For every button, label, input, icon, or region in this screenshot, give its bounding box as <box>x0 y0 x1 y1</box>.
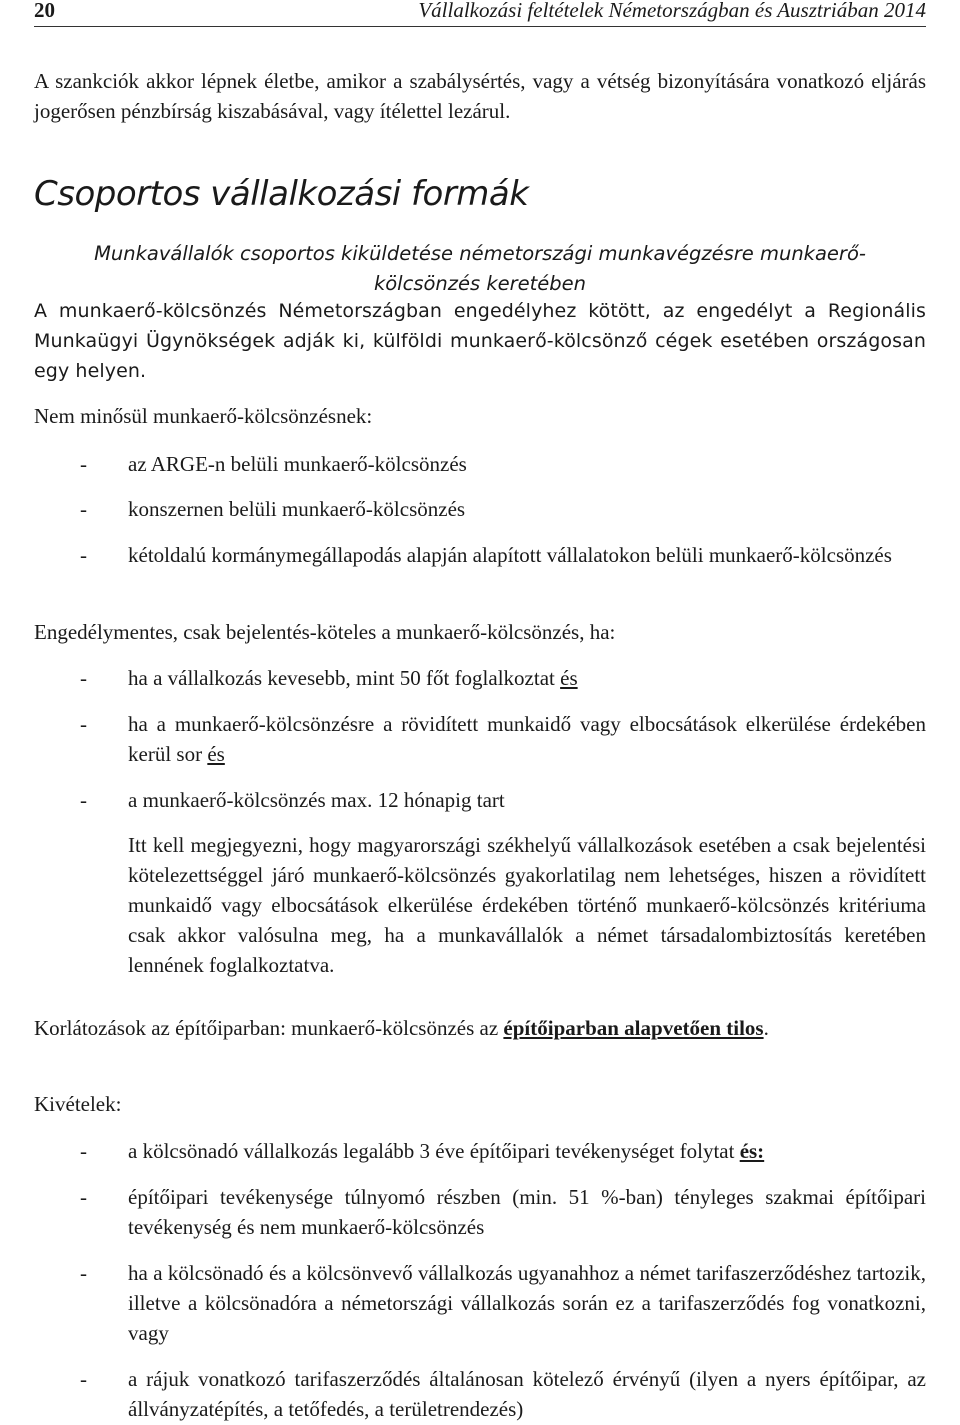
page-number: 20 <box>34 0 55 22</box>
page-header <box>34 0 926 27</box>
restriction-paragraph <box>34 1013 926 1043</box>
list-dash: - <box>80 1261 87 1285</box>
list-item-body: ha a vállalkozás kevesebb, mint 50 főt foglalkoztat <box>128 666 555 690</box>
list-item <box>34 709 926 769</box>
list-item <box>34 1182 926 1242</box>
list-item-text: ha a kölcsönadó és a kölcsönvevő vállalkozás ugyanahhoz a német tarifaszerződéshez tartozik, illetve a kölcsönadóra a németországi vállalkozás során ez a tarifaszerződés fog vonatkozni, vagy <box>128 1261 926 1345</box>
list-item-text <box>128 663 926 693</box>
list-item-body: ha a munkaerő-kölcsönzésre a rövidített munkaidő vagy elbocsátások elkerülése érdekében kerül sor <box>128 712 926 766</box>
list-dash: - <box>80 452 87 476</box>
running-title: Vállalkozási feltételek Németországban és Ausztriában 2014 <box>418 0 926 22</box>
intro-paragraph: A szankciók akkor lépnek életbe, amikor a szabálysértés, vagy a vétség bizonyítására vonatkozó eljárás jogerősen pénzbírság kiszabásával, vagy ítélettel lezárul. <box>34 69 926 123</box>
conjunction-underlined: és: <box>739 1139 765 1163</box>
restriction-end: . <box>763 1016 769 1040</box>
list-item-text <box>128 709 926 769</box>
list-item-text: építőipari tevékenysége túlnyomó részben (min. 51 %-ban) tényleges szakmai építőipari tevékenység és nem munkaerő-kölcsönzés <box>128 1185 926 1239</box>
exempt-lead: Engedélymentes, csak bejelentés-köteles a munkaerő-kölcsönzés, ha: <box>34 620 616 644</box>
restriction-lead: Korlátozások az építőiparban: munkaerő-kölcsönzés az <box>34 1016 499 1040</box>
list-dash: - <box>80 1185 87 1209</box>
exceptions-lead: Kivételek: <box>34 1092 122 1116</box>
list-dash: - <box>80 788 87 812</box>
list-item-text: a munkaerő-kölcsönzés max. 12 hónapig tart <box>128 788 505 812</box>
subsection-title: Munkavállalók csoportos kiküldetése németországi munkavégzésre munkaerő-kölcsönzés keretében <box>94 242 866 295</box>
note-paragraph: Itt kell megjegyezni, hogy magyarországi székhelyű vállalkozások esetében a csak bejelentési kötelezettséggel járó munkaerő-kölcsönzés gyakorlatilag nem lehetséges, hiszen a rövidített munkaidő vagy elbocsátások elkerülése érdekében történő munkaerő-kölcsönzés kritériuma csak akkor valósulna meg, ha a munkavállalók a német társadalombiztosítás keretében lennének foglalkoztatva. <box>128 833 926 977</box>
permit-paragraph: A munkaerő-kölcsönzés Németországban engedélyhez kötött, az engedélyt a Regionális Munkaügyi Ügynökségek adják ki, külföldi munkaerő-kölcsönző cégek esetében országosan egy helyen. <box>34 300 926 382</box>
list-dash: - <box>80 712 87 736</box>
list-item <box>34 449 926 479</box>
list-item-text: a rájuk vonatkozó tarifaszerződés általánosan kötelező érvényű (ilyen a nyers építőipar, az állványzatépítés, a tetőfedés, a területrendezés) <box>128 1367 926 1421</box>
list-item-body: a kölcsönadó vállalkozás legalább 3 éve építőipari tevékenységet folytat <box>128 1139 735 1163</box>
list-dash: - <box>80 1367 87 1391</box>
list-item <box>34 663 926 693</box>
section-title: Csoportos vállalkozási formák <box>34 174 529 214</box>
list-item <box>34 785 926 815</box>
list-item-text <box>128 1136 926 1166</box>
list-dash: - <box>80 1139 87 1163</box>
list-item <box>34 494 926 524</box>
list-dash: - <box>80 543 87 567</box>
list-item-text: az ARGE-n belüli munkaerő-kölcsönzés <box>128 452 467 476</box>
not-qualify-lead: Nem minősül munkaerő-kölcsönzésnek: <box>34 404 373 428</box>
list-item <box>34 1136 926 1166</box>
conjunction-underlined: és <box>560 666 578 690</box>
list-item-text: konszernen belüli munkaerő-kölcsönzés <box>128 497 466 521</box>
list-item <box>34 1364 926 1424</box>
restriction-emphasis: építőiparban alapvetően tilos <box>503 1016 764 1040</box>
list-item <box>34 540 926 600</box>
list-item-text: kétoldalú kormánymegállapodás alapján alapított vállalatokon belüli munkaerő-kölcsönzés <box>128 543 892 567</box>
list-dash: - <box>80 497 87 521</box>
list-item <box>34 1258 926 1348</box>
conjunction-underlined: és <box>207 742 225 766</box>
list-dash: - <box>80 666 87 690</box>
